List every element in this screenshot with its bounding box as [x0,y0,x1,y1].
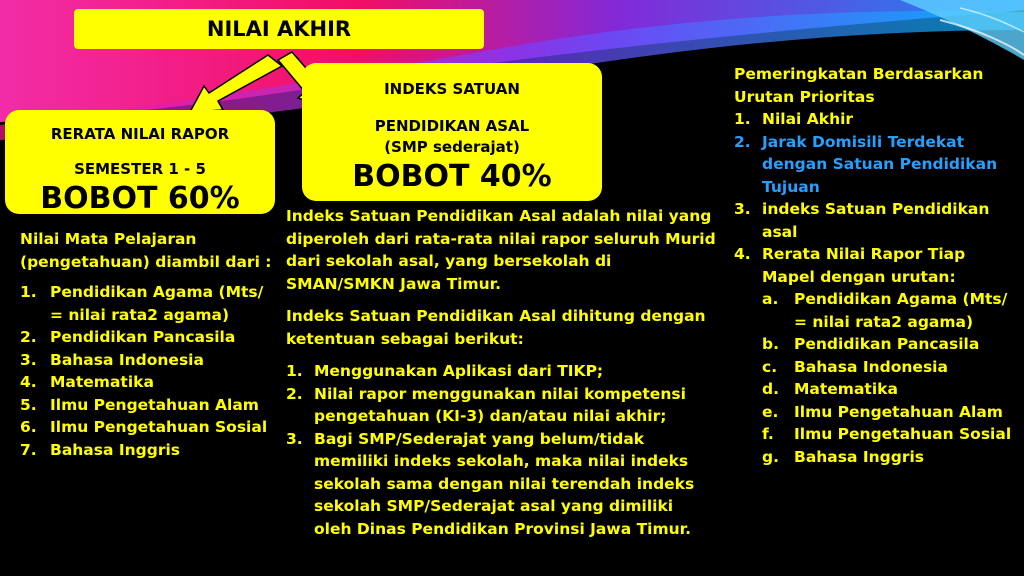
list-item [20,371,280,394]
subject-order-sublist [762,288,1019,468]
index-box-line3: (SMP sederajat) [384,138,520,156]
list-label: Nilai rapor menggunakan nilai kompetensi pengetahuan (KI-3) dan/atau nilai akhir; [314,384,686,425]
list-number: 3. [734,200,751,218]
list-number: 4. [20,373,37,391]
list-item [286,360,716,383]
list-letter: f. [762,425,774,443]
list-label: Pendidikan Agama (Mts/ = nilai rata2 agama) [50,283,264,324]
index-description-section [286,205,716,540]
arrow-left-icon [190,55,282,112]
list-item [20,281,280,326]
list-label: Jarak Domisili Terdekat dengan Satuan Pendidikan Tujuan [762,132,998,196]
index-weight-box [302,63,602,201]
list-label: Rerata Nilai Rapor Tiap Mapel dengan urutan: [762,245,966,286]
list-number: 1. [734,110,751,128]
list-label: Ilmu Pengetahuan Sosial [50,418,268,436]
sublist-item [762,356,1019,379]
list-item [734,131,1019,199]
list-letter: c. [762,357,778,376]
list-number: 2. [734,132,751,151]
list-label: indeks Satuan Pendidikan asal [762,200,990,241]
list-item [20,394,280,417]
index-rules-list [286,360,716,540]
list-letter: e. [762,402,779,421]
list-number: 5. [20,395,37,414]
index-box-line1: INDEKS SATUAN [384,80,520,98]
ranking-priority-section [734,63,1019,468]
list-label: Bahasa Inggris [794,447,925,466]
sublist-item [762,423,1019,446]
list-letter: b. [762,335,779,353]
sublist-item [762,378,1019,401]
list-number: 2. [20,328,37,346]
list-item [20,416,280,439]
list-item [286,383,716,428]
list-label: Ilmu Pengetahuan Sosial [794,425,1012,443]
list-number: 6. [20,418,37,436]
list-label: Nilai Akhir [762,110,854,128]
list-label: Pendidikan Agama (Mts/ = nilai rata2 agama) [794,290,1008,331]
list-item [20,326,280,349]
list-number: 3. [286,429,303,448]
list-number: 1. [20,283,37,301]
page-title: NILAI AKHIR [206,17,352,41]
rapor-box-line1: RERATA NILAI RAPOR [50,125,230,143]
ranking-heading: Pemeringkatan Berdasarkan Urutan Prioritas [734,65,984,106]
rapor-bobot: BOBOT 60% [40,181,240,216]
list-label: Ilmu Pengetahuan Alam [50,395,259,414]
list-label: Pendidikan Pancasila [794,335,980,353]
list-label: Matematika [794,380,898,398]
list-item [734,198,1019,243]
list-letter: g. [762,447,779,466]
list-item [734,108,1019,131]
index-definition-paragraph: Indeks Satuan Pendidikan Asal adalah nilai yang diperoleh dari rata-rata nilai rapor seluruh Murid dari sekolah asal, yang bersekolah di SMAN/SMKN Jawa Timur. [286,207,716,293]
rapor-box-line2: SEMESTER 1 - 5 [74,160,206,178]
sublist-item [762,333,1019,356]
list-item [286,428,716,541]
subject-list-section [20,228,280,461]
list-number: 7. [20,440,37,459]
sublist-item [762,288,1019,333]
sublist-item [762,446,1019,469]
list-label: Matematika [50,373,154,391]
list-number: 3. [20,350,37,369]
list-label: Menggunakan Aplikasi dari TIKP; [314,362,604,380]
list-letter: d. [762,380,779,398]
index-bobot: BOBOT 40% [352,159,552,194]
list-label: Bahasa Inggris [50,440,181,459]
list-number: 4. [734,245,751,263]
ranking-list [734,108,1019,468]
list-label: Bahasa Indonesia [50,350,204,369]
title-box [74,9,484,49]
list-label: Pendidikan Pancasila [50,328,236,346]
list-number: 1. [286,362,303,380]
index-box-line2: PENDIDIKAN ASAL [374,117,530,135]
list-label: Ilmu Pengetahuan Alam [794,402,1003,421]
subject-list [20,281,280,461]
list-letter: a. [762,290,779,308]
list-label: Bagi SMP/Sederajat yang belum/tidak memiliki indeks sekolah, maka nilai indeks sekolah sama dengan nilai terendah indeks sekolah SMP/Sederajat asal yang dimiliki oleh Dinas Pendidikan Provinsi Jawa Timur. [314,429,695,538]
index-calculation-paragraph: Indeks Satuan Pendidikan Asal dihitung dengan ketentuan sebagai berikut: [286,307,706,348]
subject-list-intro: Nilai Mata Pelajaran (pengetahuan) diambil dari : [20,230,272,271]
list-item [20,349,280,372]
rapor-weight-box [5,110,275,214]
list-item [20,439,280,462]
list-number: 2. [286,384,303,403]
list-item [734,243,1019,468]
list-label: Bahasa Indonesia [794,357,948,376]
sublist-item [762,401,1019,424]
